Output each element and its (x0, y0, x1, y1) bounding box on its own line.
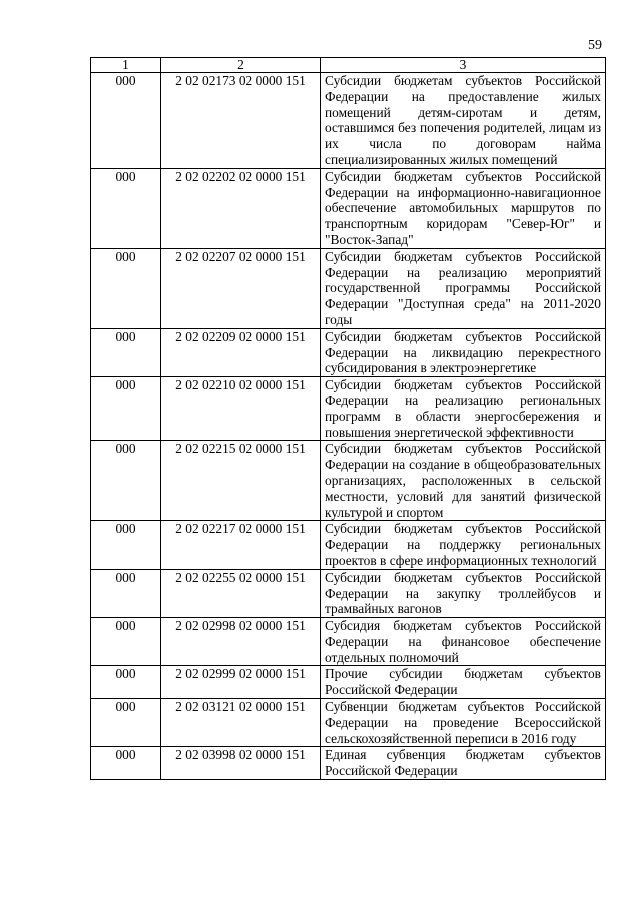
income-name-cell: Субсидии бюджетам субъектов Российской Федерации на ликвидацию перекрестного субсидирования в электроэнергетике (321, 328, 606, 376)
budget-code-cell: 2 02 02202 02 0000 151 (161, 168, 321, 248)
admin-code-cell: 000 (91, 521, 161, 569)
admin-code-cell: 000 (91, 377, 161, 441)
admin-code-cell: 000 (91, 666, 161, 699)
page-number: 59 (588, 38, 602, 53)
admin-code-cell: 000 (91, 328, 161, 376)
admin-code-cell: 000 (91, 699, 161, 747)
table-row (91, 699, 606, 747)
income-name-cell: Субвенции бюджетам субъектов Российской Федерации на проведение Всероссийской сельскохозяйственной переписи в 2016 году (321, 699, 606, 747)
column-number-2: 2 (161, 58, 321, 73)
table-row (91, 168, 606, 248)
budget-code-cell: 2 02 02209 02 0000 151 (161, 328, 321, 376)
budget-code-cell: 2 02 03121 02 0000 151 (161, 699, 321, 747)
table-row (91, 73, 606, 169)
income-name-cell: Единая субвенция бюджетам субъектов Российской Федерации (321, 747, 606, 780)
income-name-cell: Прочие субсидии бюджетам субъектов Российской Федерации (321, 666, 606, 699)
income-name-cell: Субсидии бюджетам субъектов Российской Федерации на реализацию региональных программ в области энергосбережения и повышения энергетической эффективности (321, 377, 606, 441)
admin-code-cell: 000 (91, 747, 161, 780)
table-row (91, 747, 606, 780)
table-header-row (91, 58, 606, 73)
budget-code-cell: 2 02 02173 02 0000 151 (161, 73, 321, 169)
income-name-cell: Субсидии бюджетам субъектов Российской Федерации на предоставление жилых помещений детям-сиротам и детям, оставшимся без попечения родителей, лицам из их числа по договорам найма специализированных жилых помещений (321, 73, 606, 169)
income-name-cell: Субсидии бюджетам субъектов Российской Федерации на информационно-навигационное обеспечение автомобильных маршрутов по транспортным коридорам "Север-Юг" и "Восток-Запад" (321, 168, 606, 248)
admin-code-cell: 000 (91, 618, 161, 666)
table-row (91, 666, 606, 699)
admin-code-cell: 000 (91, 569, 161, 617)
column-number-1: 1 (91, 58, 161, 73)
table-row (91, 328, 606, 376)
budget-code-cell: 2 02 02215 02 0000 151 (161, 441, 321, 521)
budget-code-cell: 2 02 02999 02 0000 151 (161, 666, 321, 699)
budget-code-cell: 2 02 02217 02 0000 151 (161, 521, 321, 569)
admin-code-cell: 000 (91, 168, 161, 248)
column-number-3: 3 (321, 58, 606, 73)
table-row (91, 441, 606, 521)
admin-code-cell: 000 (91, 248, 161, 328)
table-row (91, 569, 606, 617)
table-row (91, 521, 606, 569)
income-name-cell: Субсидии бюджетам субъектов Российской Федерации на поддержку региональных проектов в сфере информационных технологий (321, 521, 606, 569)
income-name-cell: Субсидии бюджетам субъектов Российской Федерации на реализацию мероприятий государственной программы Российской Федерации "Доступная среда" на 2011-2020 годы (321, 248, 606, 328)
income-name-cell: Субсидии бюджетам субъектов Российской Федерации на создание в общеобразовательных организациях, расположенных в сельской местности, условий для занятий физической культурой и спортом (321, 441, 606, 521)
admin-code-cell: 000 (91, 441, 161, 521)
admin-code-cell: 000 (91, 73, 161, 169)
budget-code-cell: 2 02 02207 02 0000 151 (161, 248, 321, 328)
budget-code-cell: 2 02 02998 02 0000 151 (161, 618, 321, 666)
table-row (91, 248, 606, 328)
table-row (91, 377, 606, 441)
income-name-cell: Субсидия бюджетам субъектов Российской Федерации на финансовое обеспечение отдельных полномочий (321, 618, 606, 666)
budget-code-cell: 2 02 02255 02 0000 151 (161, 569, 321, 617)
table-row (91, 618, 606, 666)
budget-code-cell: 2 02 02210 02 0000 151 (161, 377, 321, 441)
budget-classification-table (90, 57, 606, 780)
budget-code-cell: 2 02 03998 02 0000 151 (161, 747, 321, 780)
income-name-cell: Субсидии бюджетам субъектов Российской Федерации на закупку троллейбусов и трамвайных вагонов (321, 569, 606, 617)
